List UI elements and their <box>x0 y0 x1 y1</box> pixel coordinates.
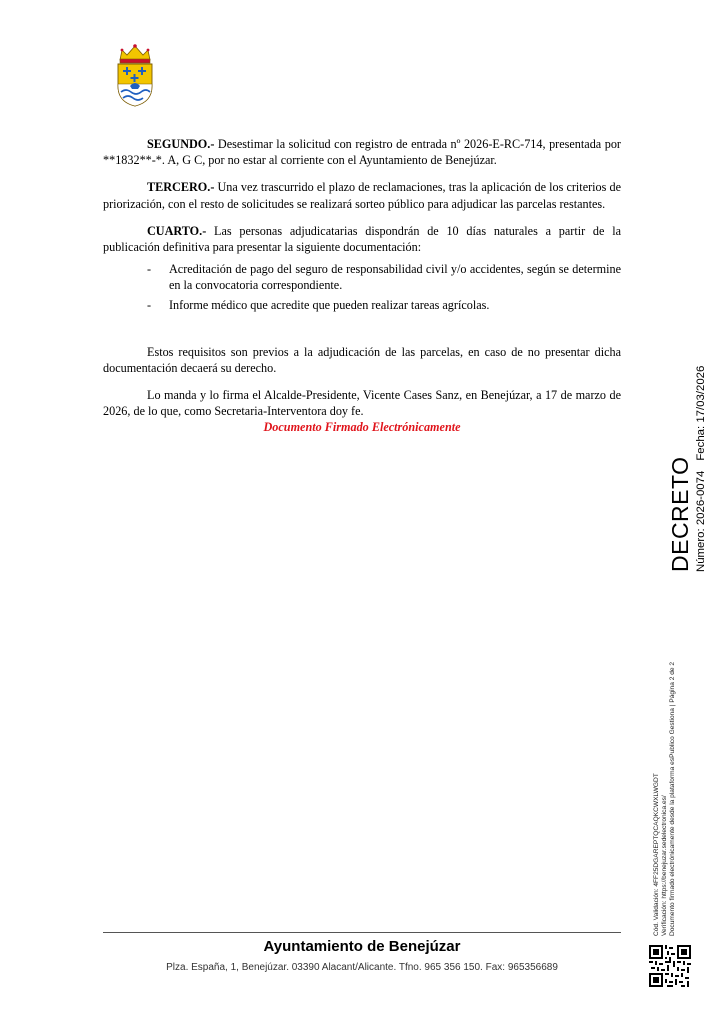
list-item <box>103 297 621 313</box>
electronic-signature-note: Documento Firmado Electrónicamente <box>263 420 461 434</box>
bullet-dash: - <box>147 262 152 277</box>
bullet-dash: - <box>147 297 152 312</box>
paragraph-requirements-note: Estos requisitos son previos a la adjudicación de las parcelas, en caso de no presentar dicha documentación decaerá su derecho. <box>103 344 621 376</box>
paragraph-text: Desestimar la solicitud con registro de entrada nº 2026-E-RC-714, presentada por **1832**-*. A, G C, por no estar al corriente con el Ayuntamiento de Benejúzar. <box>103 137 621 168</box>
list-item-text: Informe médico que acredite que pueden realizar tareas agrícolas. <box>169 297 490 312</box>
validation-code: Cód. Validación: 4FF25DGAREPTQCAQKCWXLWGDT <box>653 773 660 936</box>
shield-icon <box>118 64 152 106</box>
qr-code-icon <box>649 945 691 987</box>
footer-title: Ayuntamiento de Benejúzar <box>263 938 461 955</box>
paragraph-text: Una vez trascurrido el plazo de reclamaciones, tras la aplicación de los criterios de priorización, con el resto de solicitudes se realizará sorteo público para adjudicar las parcelas restantes. <box>103 180 621 211</box>
paragraph-cuarto <box>103 223 621 255</box>
signature-platform-note: Documento firmado electrónicamente desde la plataforma esPublico Gestiona | Página 2 de 2 <box>669 661 676 936</box>
list-item-text: Acreditación de pago del seguro de responsabilidad civil y/o accidentes, según se determine en la convocatoria correspondiente. <box>169 262 621 293</box>
paragraph-text: Las personas adjudicatarias dispondrán de 10 días naturales a partir de la publicación definitiva para presentar la siguiente documentación: <box>103 223 621 255</box>
verification-block <box>653 662 677 936</box>
decree-stamp <box>668 356 708 572</box>
crown-icon <box>120 44 150 63</box>
paragraph-label: CUARTO.- <box>147 223 207 238</box>
list-item <box>103 261 621 293</box>
paragraph-signature: Lo manda y lo firma el Alcalde-Presidente, Vicente Cases Sanz, en Benejúzar, a 17 de marzo de 2026, de lo que, como Secretaria-Interventora doy fe. <box>103 388 621 419</box>
footer-address: Plza. España, 1, Benejúzar. 03390 Alacant/Alicante. Tfno. 965 356 150. Fax: 965356689 <box>166 962 558 973</box>
paragraph-label: SEGUNDO.- <box>147 137 215 151</box>
paragraph-tercero <box>103 179 621 211</box>
stamp-number: Número: 2026-0074 <box>695 470 707 572</box>
verification-url[interactable]: Verificación: https://benejuzar.sedelectronica.es/ <box>661 795 668 936</box>
municipal-coat-of-arms <box>112 42 158 108</box>
footer-divider <box>103 932 621 933</box>
paragraph-label: TERCERO.- <box>147 180 215 195</box>
paragraph-segundo <box>103 136 621 168</box>
stamp-title: DECRETO <box>667 456 693 572</box>
requirements-list <box>103 261 621 313</box>
decree-body <box>103 136 621 431</box>
stamp-date: Fecha: 17/03/2026 <box>695 365 707 461</box>
